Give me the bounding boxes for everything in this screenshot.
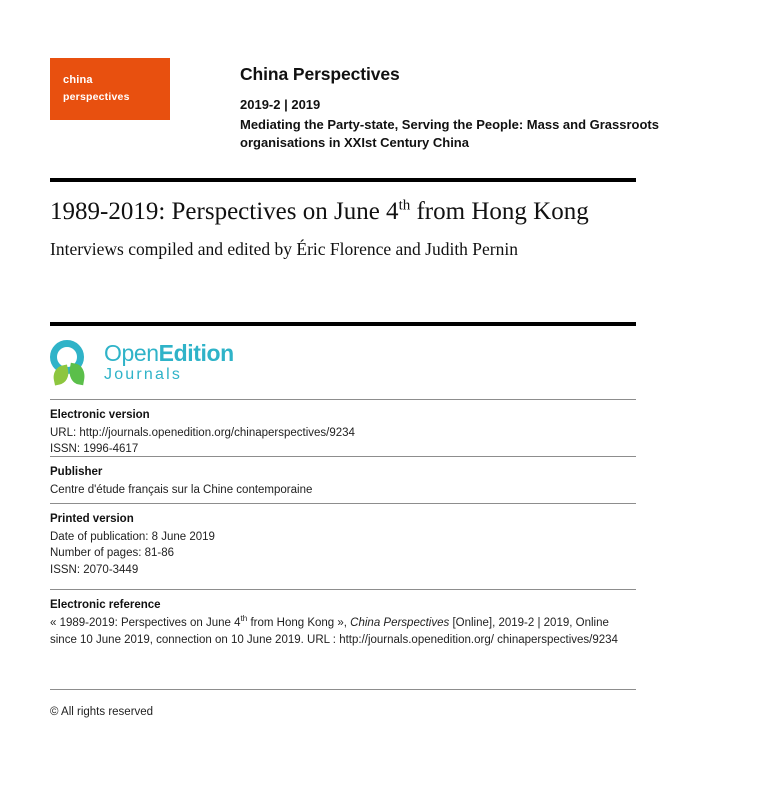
journal-title: China Perspectives (240, 64, 400, 84)
metadata-reference-line3[interactable]: chinaperspectives/9234 (497, 633, 618, 646)
article-title-tail: from Hong Kong (410, 198, 589, 225)
metadata-publisher-heading: Publisher (50, 466, 103, 478)
issue-subtitle: Mediating the Party-state, Serving the People: Mass and Grassroots organisations in XXIst Century China (240, 117, 659, 150)
issue-number: 2019-2 | 2019 (240, 97, 321, 112)
openedition-name-bold: Edition (158, 340, 234, 366)
metadata-electronic-heading: Electronic version (50, 409, 150, 421)
metadata-publisher-name: Centre d'étude français sur la Chine contemporaine (50, 483, 313, 496)
metadata-reference-body (50, 615, 630, 650)
article-title-main: 1989-2019: Perspectives on June 4 (50, 198, 399, 225)
divider-electronic-version (50, 399, 636, 400)
journal-logo-line2: perspectives (63, 91, 130, 103)
metadata-reference-pre: « 1989-2019: Perspectives on June 4 (50, 616, 241, 629)
metadata-printed-heading: Printed version (50, 513, 134, 525)
openedition-name-light: Open (104, 340, 159, 366)
openedition-wordmark (104, 340, 234, 383)
masthead-text (240, 58, 670, 151)
metadata-printed-pages: Number of pages: 81-86 (50, 547, 175, 560)
metadata-reference-post: [Online], 2019-2 | 2019, (449, 616, 573, 629)
metadata-reference-line2[interactable]: Online since 10 June 2019, connection on 10 June 2019. URL : http://journals.openedition.org/ (50, 616, 609, 646)
masthead (50, 58, 670, 151)
divider-publisher (50, 456, 636, 457)
openedition-leaf-icon (50, 340, 96, 386)
divider-printed-version (50, 503, 636, 504)
metadata-printed-version (50, 511, 636, 579)
metadata-reference-superscript: th (240, 613, 248, 623)
metadata-printed-date: Date of publication: 8 June 2019 (50, 530, 215, 543)
metadata-printed-issn: ISSN: 2070-3449 (50, 564, 139, 577)
journal-logo-line1: china (63, 74, 93, 86)
copyright-notice: © All rights reserved (50, 706, 154, 718)
divider-middle (50, 322, 636, 326)
metadata-electronic-issn: ISSN: 1996-4617 (50, 443, 139, 456)
openedition-journals-logo (50, 340, 234, 386)
metadata-reference-mid: from Hong Kong », (247, 616, 351, 629)
article-authors: Interviews compiled and edited by Éric Florence and Judith Pernin (50, 239, 518, 259)
divider-rights (50, 689, 636, 690)
metadata-electronic-reference (50, 597, 636, 649)
article-title-superscript: th (398, 197, 411, 214)
metadata-electronic-version (50, 407, 636, 458)
metadata-reference-journal: China Perspectives (350, 616, 450, 629)
metadata-electronic-url[interactable]: URL: http://journals.openedition.org/chinaperspectives/9234 (50, 426, 355, 439)
journal-logo (50, 58, 170, 120)
openedition-sub: Journals (104, 366, 183, 383)
metadata-reference-heading: Electronic reference (50, 599, 161, 611)
page-title (50, 196, 595, 227)
metadata-publisher (50, 464, 636, 498)
divider-electronic-reference (50, 589, 636, 590)
divider-top (50, 178, 636, 182)
article-header (50, 196, 650, 260)
openedition-name (104, 342, 234, 365)
